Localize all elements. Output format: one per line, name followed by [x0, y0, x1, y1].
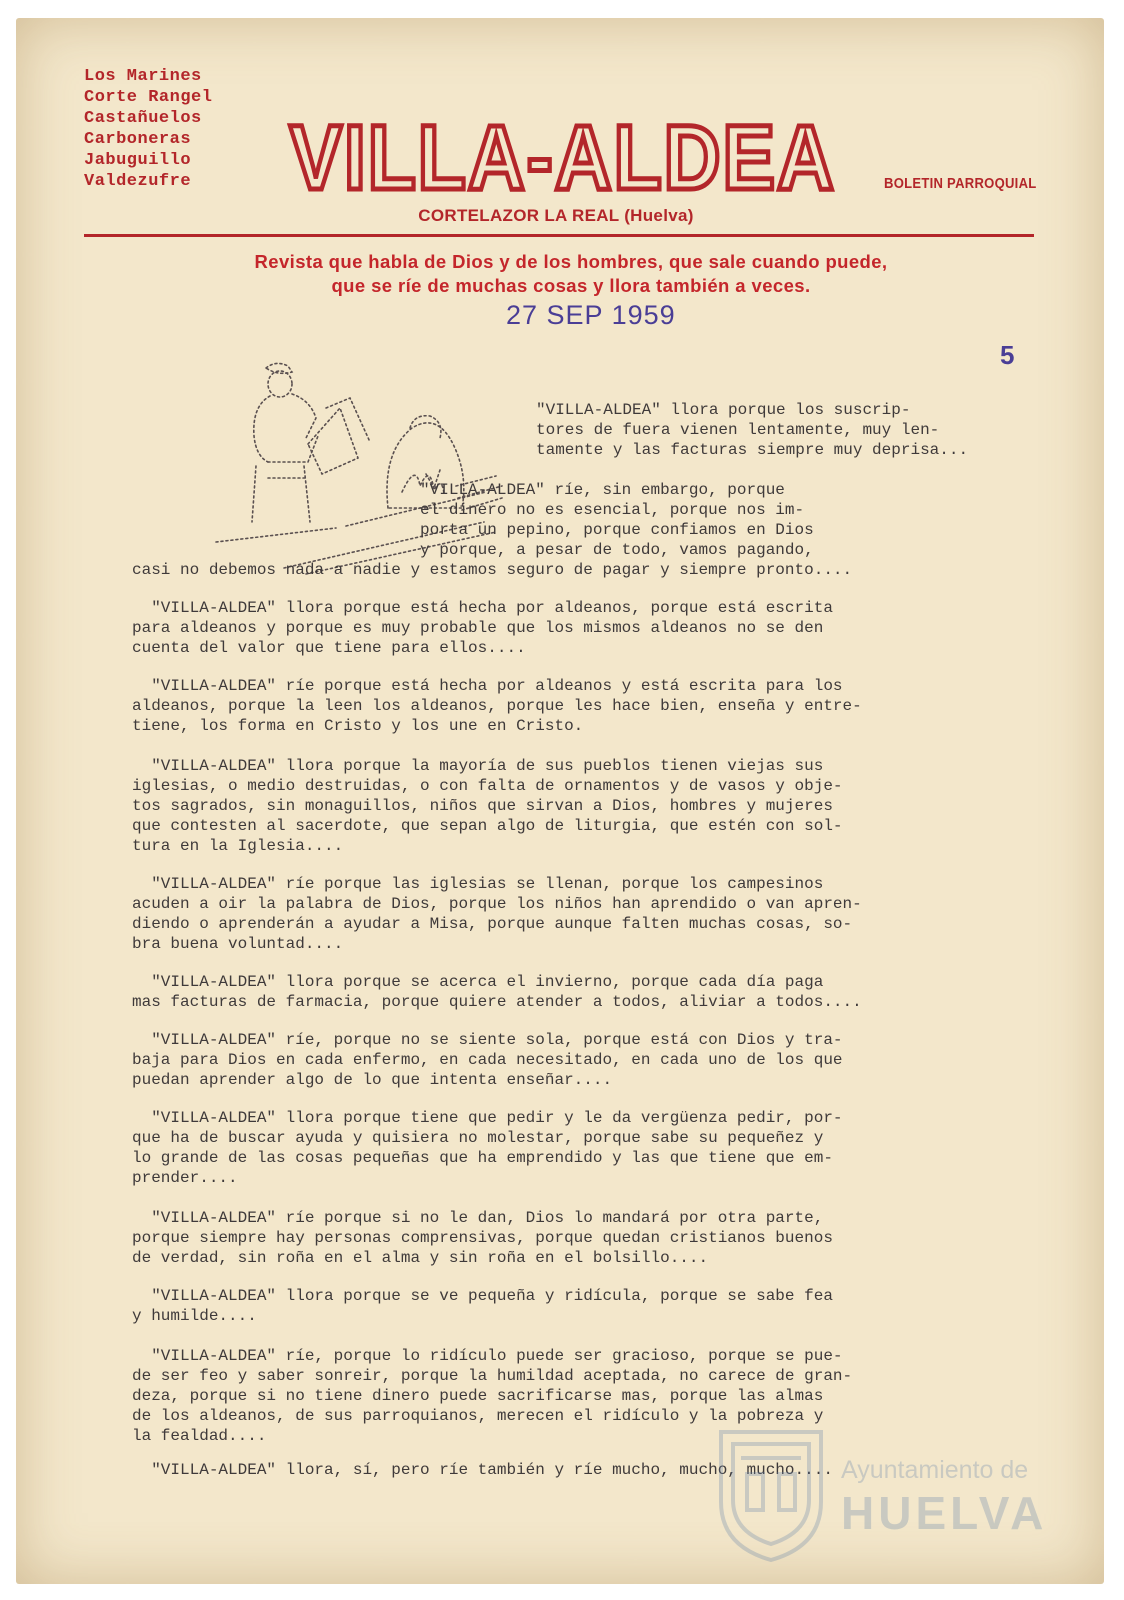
- village-name: Valdezufre: [84, 172, 192, 191]
- village-name: Castañuelos: [84, 109, 202, 128]
- village-list: [84, 66, 212, 192]
- locality-label: CORTELAZOR LA REAL (Huelva): [418, 206, 694, 225]
- article-paragraph: "VILLA-ALDEA" ríe, sin embargo, porque el dinero no es esencial, porque nos im- porta un pepino, porque confiamos en Dios y porque, a pesar de todo, vamos pagando, casi no debemos nada a nadie y estamos seguro de pagar y siempre pronto....: [132, 481, 853, 579]
- article-paragraph: "VILLA-ALDEA" ríe porque está hecha por aldeanos y está escrita para los aldeanos, porque la leen los aldeanos, porque les hace bien, enseña y entre- tiene, los forma en Cristo y los une en Cristo.: [132, 677, 862, 735]
- date-stamp: 27 SEP 1959: [506, 300, 676, 330]
- issue-number: 5: [1000, 340, 1015, 370]
- village-name: Los Marines: [84, 67, 202, 86]
- article-paragraph: "VILLA-ALDEA" ríe, porque no se siente sola, porque está con Dios y tra- baja para Dios en cada enfermo, en cada necesitado, en cada uno de los que puedan aprender algo de lo que intenta enseñar....: [132, 1031, 843, 1089]
- article-paragraph: "VILLA-ALDEA" ríe, porque lo ridículo puede ser gracioso, porque se pue- de ser feo y saber sonreir, porque la humildad aceptada, no carece de gran- deza, porque si no tiene dinero puede sacrificarse mas, porque las almas de los aldeanos, de sus parroquianos, merecen el ridículo y la pobreza y la fealdad....: [132, 1347, 853, 1445]
- watermark-line: Ayuntamiento de: [841, 1456, 1029, 1484]
- header-divider: [84, 234, 1034, 237]
- masthead-title: VILLA-ALDEA: [289, 107, 836, 209]
- village-name: Carboneras: [84, 130, 192, 149]
- tagline-line: Revista que habla de Dios y de los hombres, que sale cuando puede,: [254, 251, 888, 272]
- tagline: [106, 250, 1036, 298]
- village-name: Jabuguillo: [84, 151, 192, 170]
- article-paragraph: "VILLA-ALDEA" llora porque tiene que pedir y le da vergüenza pedir, por- que ha de buscar ayuda y quisiera no molestar, porque sabe su pequeñez y lo grande de las cosas pequeñas que ha emprendido y las que tiene que em- prender....: [132, 1109, 843, 1187]
- article-paragraph: "VILLA-ALDEA" llora porque se ve pequeña y ridícula, porque se sabe fea y humilde....: [132, 1287, 833, 1325]
- article-paragraph: "VILLA-ALDEA" llora, sí, pero ríe también y ríe mucho, mucho, mucho....: [132, 1461, 833, 1479]
- article-paragraph: "VILLA-ALDEA" llora porque está hecha por aldeanos, porque está escrita para aldeanos y porque es muy probable que los mismos aldeanos no se den cuenta del valor que tiene para ellos....: [132, 599, 833, 657]
- newsletter-page: [16, 18, 1104, 1584]
- tagline-line: que se ríe de muchas cosas y llora también a veces.: [331, 275, 811, 296]
- article-paragraph: "VILLA-ALDEA" ríe porque las iglesias se llenan, porque los campesinos acuden a oir la palabra de Dios, porque los niños han aprendido o van apren- diendo o aprenderán a ayudar a Misa, porque aunque falten muchas cosas, so- bra buena voluntad....: [132, 875, 862, 953]
- article-paragraph: "VILLA-ALDEA" ríe porque si no le dan, Dios lo mandará por otra parte, porque siempre hay personas comprensivas, porque quedan cristianos buenos de verdad, sin roña en el alma y sin roña en el bolsillo....: [132, 1209, 833, 1267]
- watermark-line: HUELVA: [841, 1487, 1048, 1539]
- village-name: Corte Rangel: [84, 88, 213, 107]
- boletin-label: BOLETIN PARROQUIAL: [884, 176, 1037, 192]
- article-paragraph: "VILLA-ALDEA" llora porque se acerca el invierno, porque cada día paga mas facturas de farmacia, porque quiere atender a todos, aliviar a todos....: [132, 973, 862, 1011]
- article-paragraph: "VILLA-ALDEA" llora porque los suscrip- tores de fuera vienen lentamente, muy len- tamente y las facturas siempre muy deprisa...: [536, 401, 969, 459]
- article-paragraph: "VILLA-ALDEA" llora porque la mayoría de sus pueblos tienen viejas sus iglesias, o medio destruidas, o con falta de ornamentos y de vasos y obje- tos sagrados, sin monaguillos, niños que sirvan a Dios, hombres y mujeres que contesten al sacerdote, que sepan algo de liturgia, que estén con sol- tura en la Iglesia....: [132, 757, 843, 855]
